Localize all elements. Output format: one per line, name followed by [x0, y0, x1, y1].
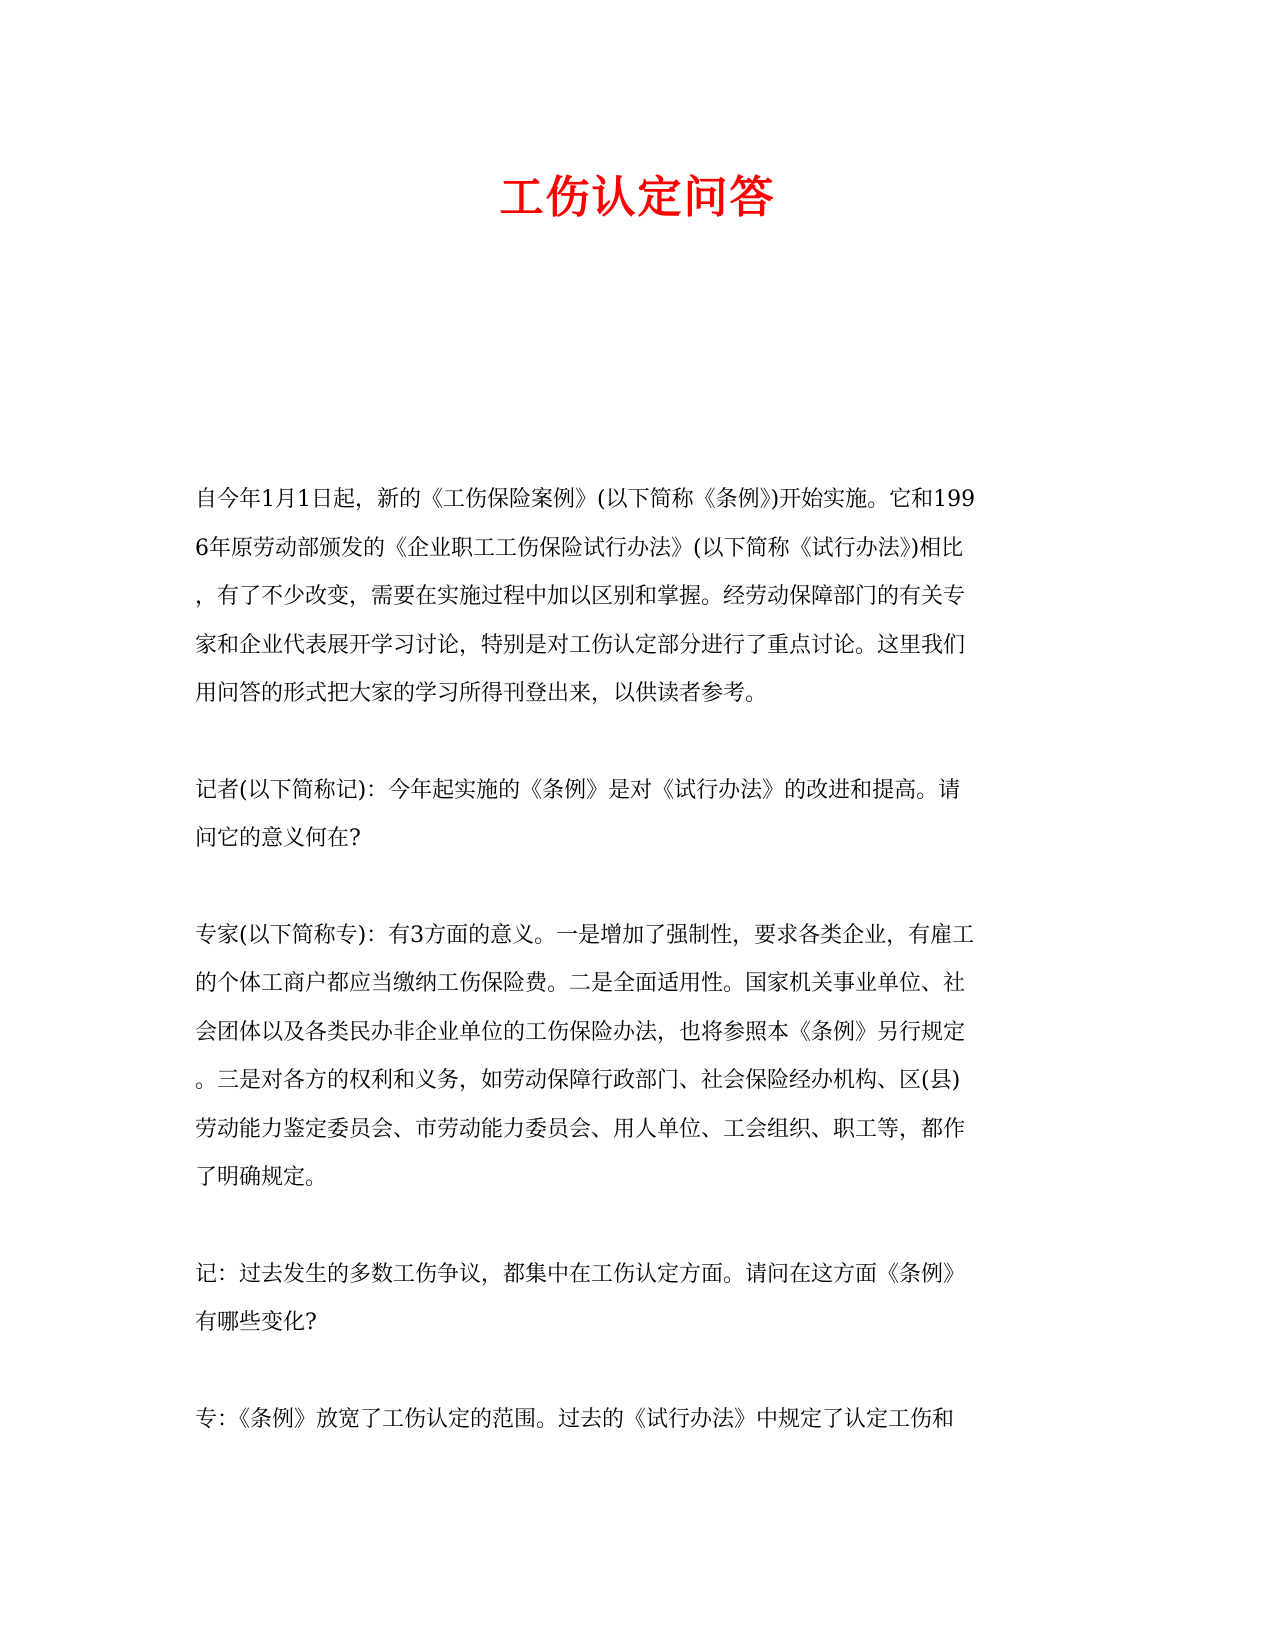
document-title: 工伤认定问答 [499, 172, 776, 223]
text-line: 专家(以下简称专)：有3方面的意义。一是增加了强制性，要求各类企业，有雇工 [195, 922, 975, 948]
text-line: 6年原劳动部颁发的《企业职工工伤保险试行办法》(以下简称《试行办法》)相比 [195, 535, 964, 561]
text-line: 的个体工商户都应当缴纳工伤保险费。二是全面适用性。国家机关事业单位、社 [195, 971, 966, 996]
text-line: 用问答的形式把大家的学习所得刊登出来，以供读者参考。 [195, 681, 768, 706]
text-line: 劳动能力鉴定委员会、市劳动能力委员会、用人单位、工会组织、职工等，都作 [195, 1116, 966, 1142]
text-line: 会团体以及各类民办非企业单位的工伤保险办法，也将参照本《条例》另行规定 [195, 1019, 966, 1045]
paragraph-answer-2 [195, 1396, 1080, 1445]
text-line: 了明确规定。 [195, 1165, 328, 1190]
text-line: ，有了不少改变，需要在实施过程中加以区别和掌握。经劳动保障部门的有关专 [195, 584, 966, 609]
text-line: 问它的意义何在? [195, 826, 361, 851]
text-line: 专：《条例》放宽了工伤认定的范围。过去的《试行办法》中规定了认定工伤和 [195, 1406, 955, 1432]
paragraph-question-1 [195, 767, 1080, 864]
text-line: 自今年1月1日起，新的《工伤保险案例》(以下简称《条例》)开始实施。它和199 [195, 487, 976, 512]
document-body [195, 476, 1080, 1492]
paragraph-intro [195, 476, 1080, 719]
text-line: 有哪些变化? [195, 1310, 317, 1335]
paragraph-answer-1 [195, 912, 1080, 1203]
text-line: 记者(以下简称记)：今年起实施的《条例》是对《试行办法》的改进和提高。请 [195, 777, 961, 803]
text-line: 记：过去发生的多数工伤争议，都集中在工伤认定方面。请问在这方面《条例》 [195, 1261, 966, 1287]
text-line: 家和企业代表展开学习讨论，特别是对工伤认定部分进行了重点讨论。这里我们 [195, 632, 966, 658]
paragraph-question-2 [195, 1251, 1080, 1348]
text-line: 。三是对各方的权利和义务，如劳动保障行政部门、社会保险经办机构、区(县) [195, 1068, 961, 1093]
